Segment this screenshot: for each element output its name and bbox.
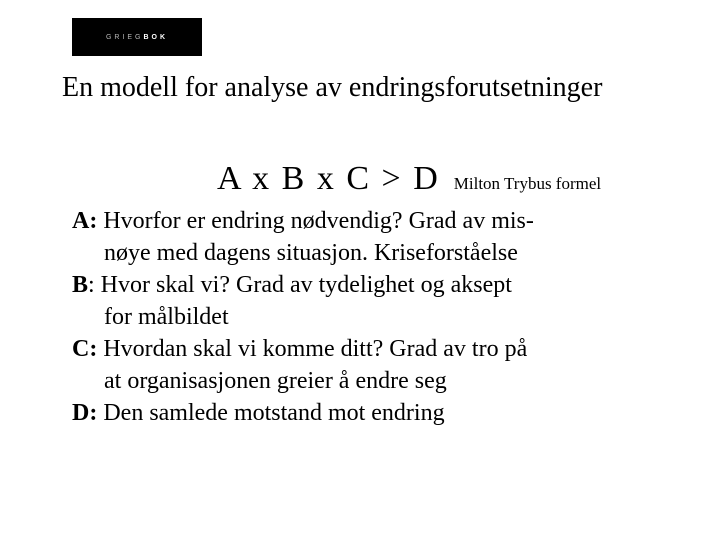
item-key: C: (72, 336, 98, 362)
list-item-a (72, 205, 672, 269)
item-text: Den samlede motstand mot endring (97, 400, 445, 426)
item-key: A: (72, 208, 98, 234)
griegbok-logo (72, 18, 202, 56)
item-text-continued: at organisasjonen greier å endre seg (104, 368, 447, 394)
definition-list (72, 205, 672, 429)
list-item-d (72, 397, 672, 429)
formula-expression: A x B x C > D (217, 160, 440, 197)
item-text: : Hvor skal vi? Grad av tydelighet og aksept (88, 272, 512, 298)
list-item-b (72, 269, 672, 333)
item-key: B (72, 272, 89, 298)
item-key: D: (72, 400, 98, 426)
item-text-continued: nøye med dagens situasjon. Kriseforståelse (104, 240, 518, 266)
list-item-c (72, 333, 672, 397)
logo-text-grieg: GRIEG (105, 33, 144, 41)
page-title: En modell for analyse av endringsforutsetninger (62, 72, 603, 103)
formula-line (217, 160, 601, 198)
logo-text-bok: BOK (143, 33, 169, 41)
formula-source: Milton Trybus formel (453, 174, 602, 193)
item-text: Hvorfor er endring nødvendig? Grad av mis- (97, 208, 534, 234)
item-text-continued: for målbildet (104, 304, 229, 330)
item-text: Hvordan skal vi komme ditt? Grad av tro på (97, 336, 528, 362)
